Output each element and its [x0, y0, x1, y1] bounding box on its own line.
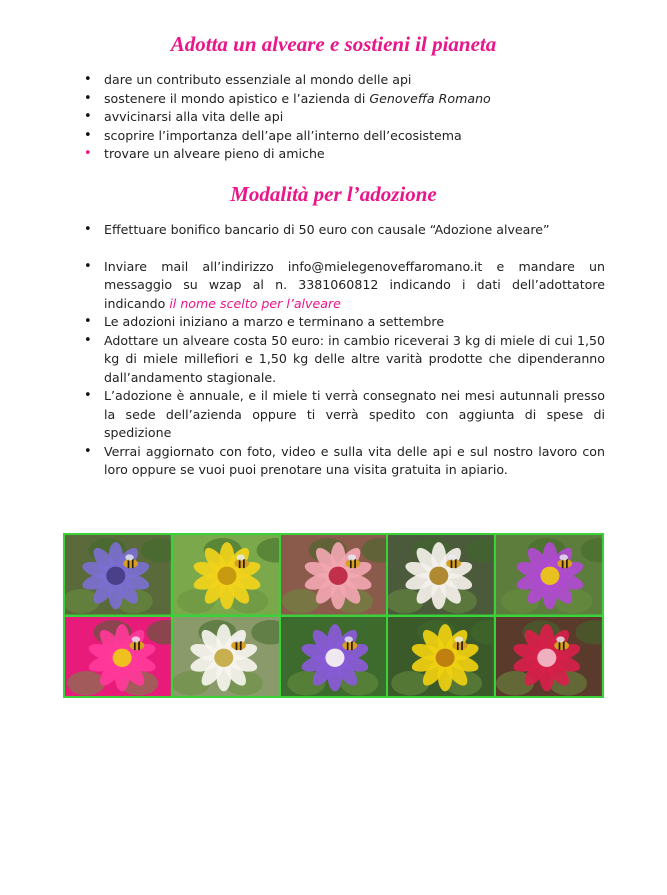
title-modalita-adozione: Modalità per l’adozione — [230, 182, 437, 206]
list-item-text: Verrai aggiornato con foto, video e sulla vita delle api e sul nostro lavoro con loro oppure se vuoi puoi prenotare una visita gratuita in apiario. — [104, 443, 605, 477]
benefits-list — [80, 71, 600, 164]
yellow-daisy-bee-photo — [388, 617, 494, 697]
list-item — [80, 145, 600, 164]
list-item — [80, 221, 605, 240]
list-item — [80, 71, 600, 90]
list-item-text: Inviare mail all’indirizzo info@mielegenoveffaromano.it e mandare un messaggio su wzap al n. 3381060812 indicando i dati dell’adottatore indicando — [104, 258, 605, 311]
hive-name-note: il nome scelto per l’alveare — [169, 295, 341, 311]
list-item — [80, 108, 600, 127]
company-name: Genoveffa Romano — [369, 90, 491, 106]
list-item-text: Effettuare bonifico bancario di 50 euro con causale “Adozione alveare” — [104, 222, 550, 237]
list-item-text: Le adozioni iniziano a marzo e terminano a settembre — [104, 314, 445, 329]
white-blossom-bee-photo — [173, 617, 279, 697]
pink-blossom-bee-photo — [281, 535, 387, 615]
list-item — [80, 90, 600, 109]
adoption-steps-list — [80, 221, 605, 480]
red-flower-bee-photo — [496, 617, 602, 697]
list-item — [80, 258, 605, 314]
white-lily-bee-photo — [388, 535, 494, 615]
yellow-flower-bee-photo — [173, 535, 279, 615]
list-item-text: scoprire l’importanza dell’ape all’interno dell’ecosistema — [104, 127, 462, 143]
list-item-text: sostenere il mondo apistico e l’azienda di — [104, 90, 370, 106]
list-item — [80, 387, 605, 443]
lavender-bee-photo — [65, 535, 171, 615]
list-item-text: Adottare un alveare costa 50 euro: in cambio riceverai 3 kg di miele di cui 1,50 kg di miele millefiori e 1,50 kg delle altre varità prodotte che dipenderanno dall’andamento stagionale. — [104, 332, 605, 385]
purple-geranium-bee-photo — [281, 617, 387, 697]
list-item — [80, 332, 605, 388]
list-item — [80, 313, 605, 332]
purple-aster-bee-photo — [496, 535, 602, 615]
list-item-text: trovare un alveare pieno di amiche — [104, 146, 325, 161]
list-item-text: dare un contributo essenziale al mondo delle api — [104, 72, 412, 87]
list-item — [80, 127, 600, 146]
magenta-cosmos-bee-photo — [65, 617, 171, 697]
list-item-text: L’adozione è annuale, e il miele ti verrà consegnato nei mesi autunnali presso la sede dell’azienda oppure ti verrà spedito con aggiunta di spese di spedizione — [104, 388, 605, 440]
list-item — [80, 443, 605, 480]
flower-photo-grid — [63, 533, 604, 698]
title-adotta-alveare: Adotta un alveare e sostieni il pianeta — [170, 32, 497, 56]
list-item-text: avvicinarsi alla vita delle api — [104, 109, 284, 124]
